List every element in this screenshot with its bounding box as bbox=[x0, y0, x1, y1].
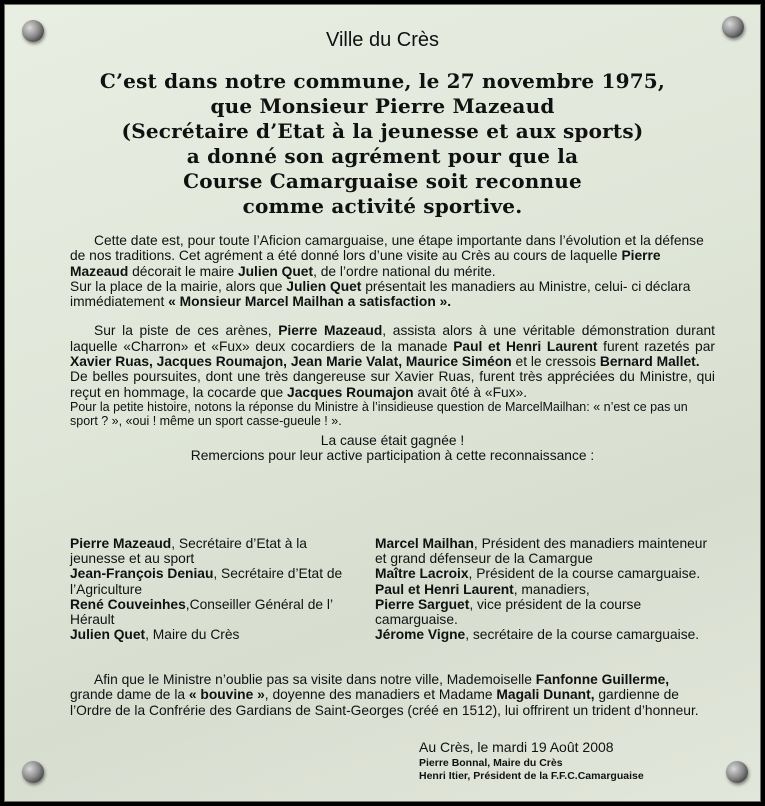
signature-line: Henri Itier, Président de la F.F.C.Camarguaise bbox=[419, 769, 644, 782]
paragraph-anecdote: Pour la petite histoire, notons la réponse du Ministre à l’insidieuse question de MarcelMailhan: « n’est ce pas un sport ? », «oui ! même un sport casse-gueule ! ». bbox=[70, 399, 688, 429]
acknowledgement-item bbox=[70, 536, 365, 566]
text-run: , doyenne des manadiers et Madame bbox=[264, 687, 497, 703]
acknowledgement-item bbox=[375, 597, 715, 627]
paragraph-arenes bbox=[70, 323, 715, 369]
headline-line: a donné son agrément pour que la bbox=[186, 144, 579, 168]
thanks-line: Remercions pour leur active participation à cette reconnaissance : bbox=[190, 448, 595, 464]
person-role: ,Conseiller Général de l’ Hérault bbox=[70, 596, 333, 628]
text-run: présentait les manadiers au Ministre, celui- ci déclara immédiatement bbox=[70, 278, 691, 310]
bold-run: Magali Dunant, bbox=[496, 687, 595, 703]
text-run: Afin que le Ministre n’oublie pas sa visite dans notre ville, Mademoiselle bbox=[94, 672, 536, 687]
person-role: , vice président de la course camarguaise. bbox=[375, 596, 642, 628]
acknowledgement-item bbox=[70, 627, 365, 642]
acknowledgement-item bbox=[70, 566, 365, 596]
paragraph-poursuites bbox=[70, 369, 715, 400]
headline bbox=[5, 69, 760, 219]
bold-run: Xavier Ruas, Jacques Roumajon, Jean Marie Valat, Maurice Siméon bbox=[70, 354, 512, 370]
bold-run: « Monsieur Marcel Mailhan a satisfaction ». bbox=[168, 294, 452, 310]
headline-line: (Secrétaire d’Etat à la jeunesse et aux sports) bbox=[121, 119, 644, 143]
person-role: , Secrétaire d’Etat de l’Agriculture bbox=[70, 566, 343, 597]
person-name: René Couveinhes bbox=[70, 596, 186, 612]
bold-run: Fanfonne Guillerme, bbox=[535, 672, 670, 687]
bold-run: Paul et Henri Laurent bbox=[453, 338, 598, 354]
acknowledgements-left bbox=[70, 536, 365, 642]
text-run: grande dame de la bbox=[70, 687, 189, 703]
person-role: , Maire du Crès bbox=[145, 627, 240, 643]
signatures bbox=[419, 757, 644, 782]
text-run: et le cressois bbox=[511, 354, 600, 370]
headline-line: Course Camarguaise soit reconnue bbox=[183, 169, 582, 193]
text-run: gardienne de l’Ordre de la Confrérie des Gardians de Saint-Georges (créé en 1512), lui offrirent un trident d’honneur. bbox=[70, 687, 699, 718]
acknowledgements-right bbox=[375, 536, 715, 642]
body-text bbox=[70, 233, 715, 464]
text-run: furent razetés par bbox=[597, 338, 715, 354]
bold-run: Pierre Mazeaud bbox=[70, 248, 661, 279]
town-name: Ville du Crès bbox=[325, 29, 440, 51]
acknowledgement-item bbox=[375, 627, 715, 642]
text-run: Cette date est, pour toute l’Aficion camarguaise, une étape importante dans l’évolution et la défense de nos traditions. Cet agrément a été donné lors d’une visite au Crès au cours de laquelle bbox=[70, 233, 704, 264]
text-run: avait ôté à «Fux». bbox=[413, 384, 528, 400]
bold-run: Julien Quet bbox=[286, 278, 362, 294]
bold-run: « bouvine » bbox=[188, 687, 265, 703]
commemorative-plaque bbox=[4, 4, 761, 802]
date-line: Au Crès, le mardi 19 Août 2008 bbox=[419, 739, 614, 755]
bold-run: Julien Quet bbox=[237, 263, 314, 279]
screw-icon bbox=[22, 761, 44, 783]
signature-line: Pierre Bonnal, Maire du Crès bbox=[419, 757, 563, 769]
text-run: , de l’ordre national du mérite. bbox=[313, 263, 496, 279]
person-name: Jean-François Deniau bbox=[70, 566, 214, 582]
text-run: De belles poursuites, dont une très dangereuse sur Xavier Ruas, furent très appréciées du Ministre, qui reçut en hommage, la cocarde que bbox=[70, 369, 715, 400]
text-run: décorait le maire bbox=[128, 263, 238, 279]
acknowledgement-item bbox=[375, 536, 715, 566]
person-name: Paul et Henri Laurent bbox=[375, 581, 514, 597]
person-role: , secrétaire de la course camarguaise. bbox=[465, 627, 700, 643]
bold-run: Bernard Mallet. bbox=[599, 354, 700, 370]
acknowledgement-item bbox=[375, 566, 715, 581]
paragraph-aficion bbox=[70, 233, 715, 279]
person-name: Jérome Vigne bbox=[375, 627, 466, 643]
person-role: , Président des manadiers mainteneur et grand défenseur de la Camargue bbox=[375, 536, 708, 567]
paragraph-trident bbox=[70, 672, 715, 718]
person-role: , Secrétaire d’Etat à la jeunesse et au sport bbox=[70, 536, 307, 567]
person-role: , manadiers, bbox=[513, 581, 590, 597]
bold-run: Jacques Roumajon bbox=[287, 384, 414, 400]
acknowledgement-item bbox=[375, 582, 715, 597]
person-name: Pierre Sarguet bbox=[375, 596, 470, 612]
closing-paragraph bbox=[70, 672, 715, 718]
acknowledgement-item bbox=[70, 597, 365, 627]
person-role: , Président de la course camarguaise. bbox=[468, 566, 701, 582]
text-run: Sur la place de la mairie, alors que bbox=[70, 278, 287, 294]
person-name: Pierre Mazeaud bbox=[70, 536, 172, 551]
bold-run: Pierre Mazeaud bbox=[278, 323, 383, 339]
paragraph-mairie bbox=[70, 279, 715, 310]
person-name: Maître Lacroix bbox=[375, 566, 469, 582]
text-run: Sur la piste de ces arènes, bbox=[94, 323, 279, 339]
headline-line: comme activité sportive. bbox=[242, 194, 523, 218]
text-run: , assista alors à une véritable démonstration durant laquelle «Charron» et «Fux» deux cocardiers de la manade bbox=[70, 323, 716, 354]
cause-line: La cause était gagnée ! bbox=[320, 432, 465, 448]
headline-line: C’est dans notre commune, le 27 novembre 1975, bbox=[99, 69, 666, 93]
headline-line: que Monsieur Pierre Mazeaud bbox=[210, 94, 555, 118]
screw-icon bbox=[726, 761, 748, 783]
person-name: Marcel Mailhan bbox=[375, 536, 474, 551]
person-name: Julien Quet bbox=[70, 627, 146, 643]
